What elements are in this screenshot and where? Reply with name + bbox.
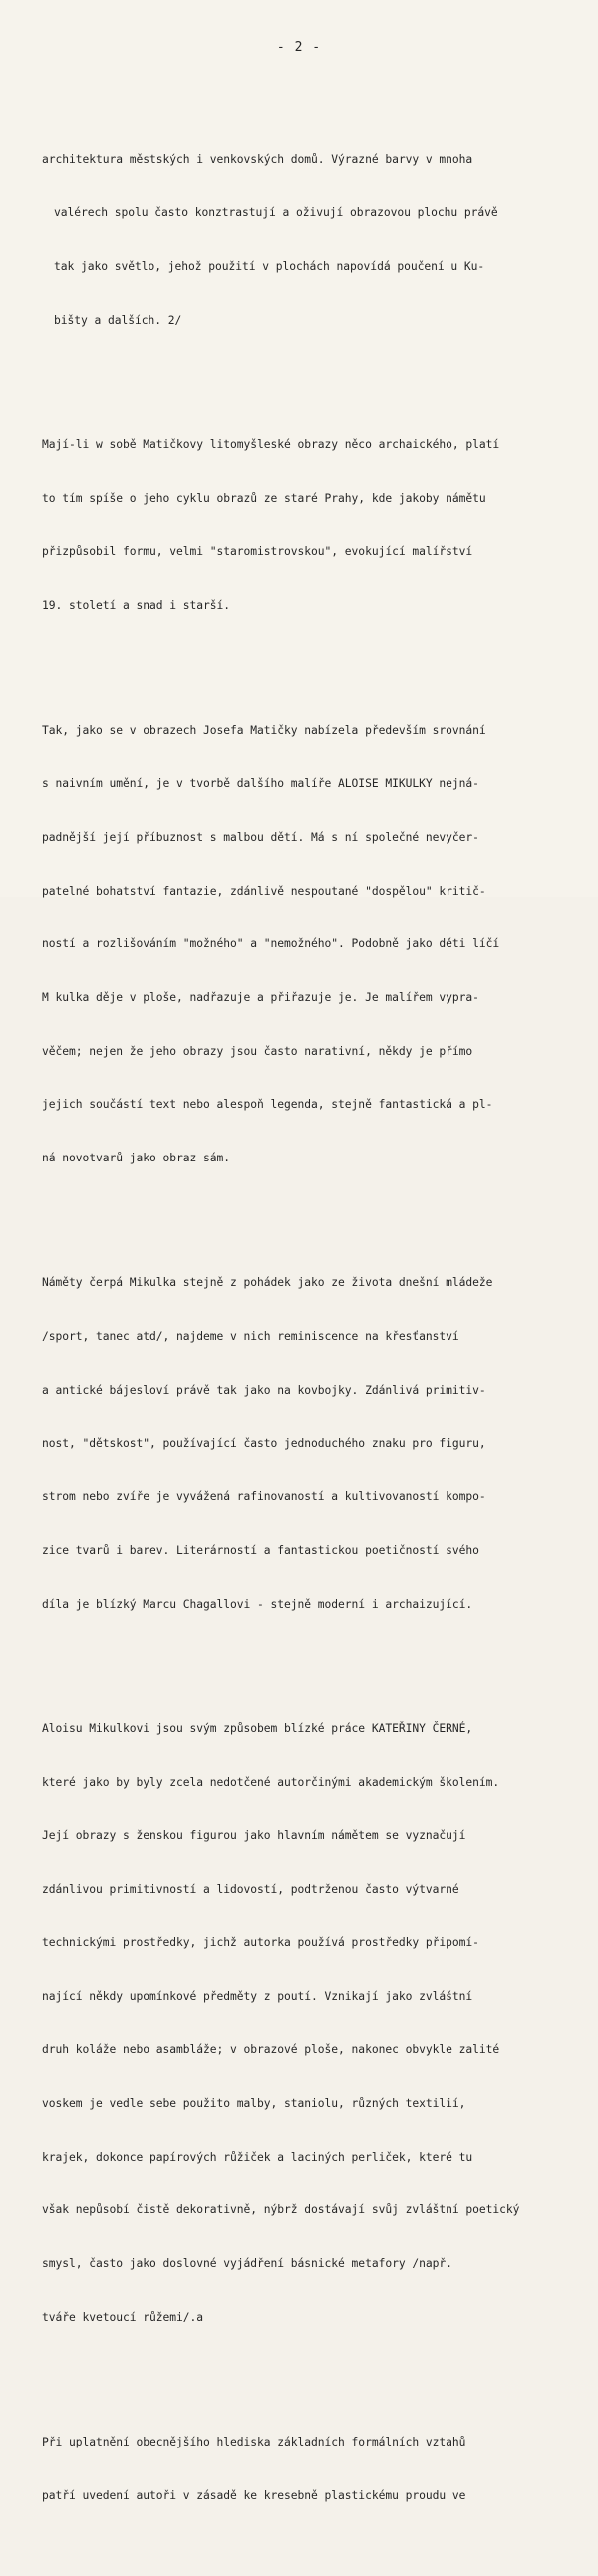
paragraph — [42, 116, 570, 366]
text-line: nající někdy upomínkové předměty z poutí. Vznikají jako zvláštní — [42, 1989, 473, 2003]
text-line: přizpůsobil formu, velmi "staromistrovskou", evokující malířství — [42, 545, 473, 559]
text-line: zice tvarů i barev. Literárností a fantastickou poetičností svého — [42, 1543, 479, 1557]
document-body — [42, 80, 570, 2576]
text-line: nost, "dětskost", používající často jednoduchého znaku pro figuru, — [42, 1436, 486, 1450]
text-line: voskem je vedle sebe použito malby, staniolu, různých textilií, — [42, 2096, 466, 2110]
text-line: Mají-li w sobě Matičkovy litomyšleské obrazy něco archaického, platí — [42, 438, 500, 452]
text-line: patří uvedení autoři v zásadě ke kresebně plastickému proudu ve — [42, 2488, 466, 2502]
text-line: padnější její příbuznost s malbou dětí. Má s ní společné nevyčer- — [42, 830, 479, 844]
text-line: architektura městských i venkovských domů. Výrazné barvy v mnoha — [42, 152, 473, 166]
page-number: - 2 - — [276, 40, 322, 55]
paragraph — [42, 1239, 570, 1650]
text-line: 19. století a snad i starší. — [42, 599, 231, 613]
text-line: díla je blízký Marcu Chagallovi - stejně moderní i archaizující. — [42, 1597, 473, 1611]
text-line: tváře kvetoucí růžemi/.a — [42, 2310, 204, 2324]
text-line: které jako by byly zcela nedotčené autorčinými akademickým školením. — [42, 1775, 500, 1789]
text-line: technickými prostředky, jichž autorka používá prostředky připomí- — [42, 1935, 479, 1949]
text-line: však nepůsobí čistě dekorativně, nýbrž dostávají svůj zvláštní poetický — [42, 2203, 520, 2217]
text-line: strom nebo zvíře je vyvážená rafinovaností a kultivovaností kompo- — [42, 1490, 486, 1504]
text-line: smysl, často jako doslovné vyjádření básnické metafory /např. — [42, 2257, 452, 2271]
text-line: Aloisu Mikulkovi jsou svým způsobem blízké práce KATEŘINY ČERNÉ, — [42, 1722, 473, 1735]
text-line: M kulka děje v ploše, nadřazuje a přiřazuje je. Je malířem vypra- — [42, 991, 479, 1005]
text-line: patelné bohatství fantazie, zdánlivě nespoutané "dospělou" kritič- — [42, 884, 486, 898]
text-line: bišty a dalších. 2/ — [54, 313, 182, 327]
text-line: valérech spolu často konztrastují a oživují obrazovou plochu právě — [54, 206, 498, 220]
text-line: /sport, tanec atd/, najdeme v nich reminiscence na křesťanství — [42, 1330, 459, 1344]
text-line: Náměty čerpá Mikulka stejně z pohádek jako ze života dnešní mládeže — [42, 1276, 493, 1290]
text-line: jejich součástí text nebo alespoň legenda, stejně fantastická a pl- — [42, 1098, 493, 1112]
text-line: s naivním umění, je v tvorbě dalšího malíře ALOISE MIKULKY nejná- — [42, 777, 479, 791]
paragraph — [42, 400, 570, 650]
text-line: a antické bájesloví právě tak jako na kovbojky. Zdánlivá primitiv- — [42, 1383, 486, 1397]
text-line: Tak, jako se v obrazech Josefa Matičky nabízela především srovnání — [42, 723, 486, 737]
paragraph — [42, 686, 570, 1203]
paragraph — [42, 1684, 570, 2362]
text-line: zdánlivou primitivností a lidovostí, podtrženou často výtvarné — [42, 1883, 459, 1897]
text-line: ností a rozlišováním "možného" a "nemožného". Podobně jako děti líčí — [42, 937, 500, 951]
text-line: Při uplatnění obecnějšího hlediska základních formálních vztahů — [42, 2436, 466, 2449]
text-line: Její obrazy s ženskou figurou jako hlavním námětem se vyznačují — [42, 1829, 466, 1843]
text-line: tak jako světlo, jehož použití v plochách napovídá poučení u Ku- — [54, 260, 485, 274]
text-line: ná novotvarů jako obraz sám. — [42, 1152, 231, 1165]
text-line: věčem; nejen že jeho obrazy jsou často narativní, někdy je přímo — [42, 1044, 473, 1058]
text-line: druh koláže nebo asambláže; v obrazové ploše, nakonec obvykle zalité — [42, 2043, 500, 2057]
text-line: to tím spíše o jeho cyklu obrazů ze staré Prahy, kde jakoby námětu — [42, 491, 486, 505]
text-line: krajek, dokonce papírových růžiček a laciných perliček, které tu — [42, 2150, 473, 2164]
paragraph — [42, 2398, 570, 2540]
